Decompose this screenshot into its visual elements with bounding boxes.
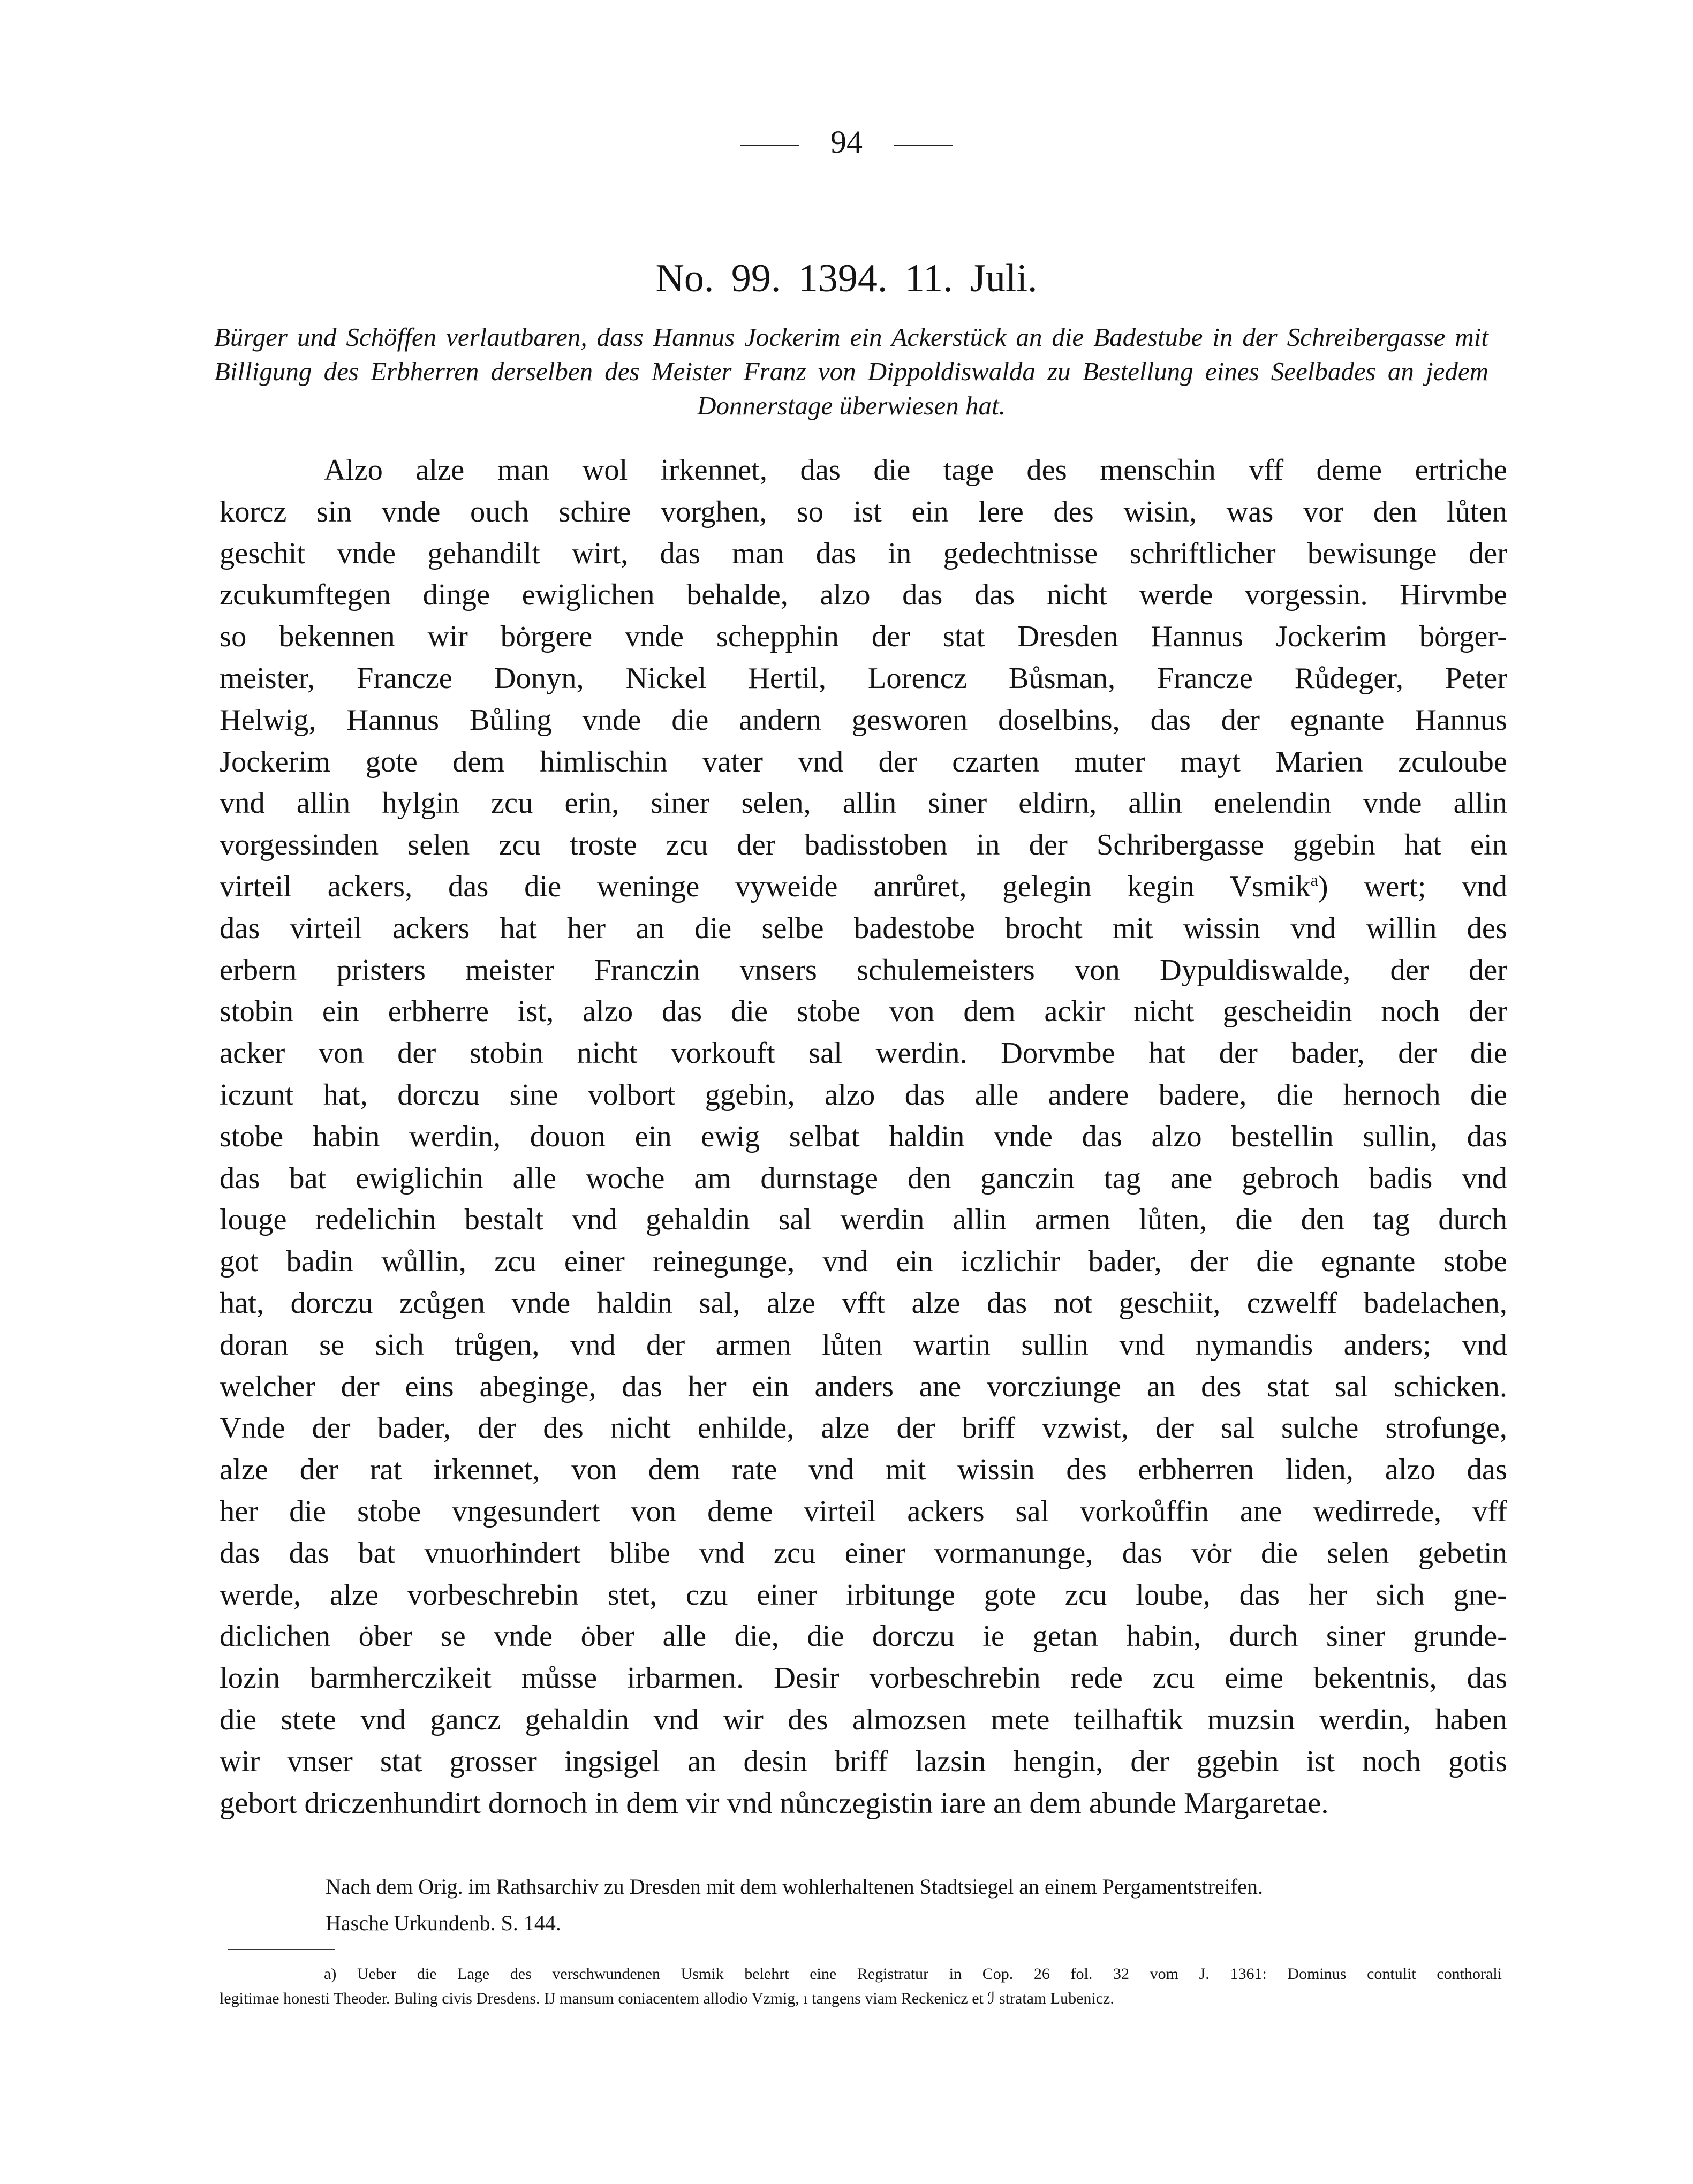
body-line-tail: ) wert; vnd bbox=[1318, 870, 1508, 903]
body-line: diclichen ȯber se vnde ȯber alle die, die dorczu ie getan habin, durch siner grunde- bbox=[220, 1620, 1507, 1653]
body-line: vorgessinden selen zcu troste zcu der badisstoben in der Schribergasse ggebin hat ein bbox=[220, 828, 1507, 862]
left-rule bbox=[740, 145, 799, 146]
page-number: 94 bbox=[830, 124, 863, 160]
body-line: erbern pristers meister Franczin vnsers schulemeisters von Dypuldiswalde, der der bbox=[220, 953, 1507, 987]
body-line: meister, Francze Donyn, Nickel Hertil, Lorencz Bůsman, Francze Růdeger, Peter bbox=[220, 661, 1507, 695]
body-line: Vnde der bader, der des nicht enhilde, alze der briff vzwist, der sal sulche strofunge, bbox=[220, 1411, 1507, 1445]
body-line: Helwig, Hannus Bůling vnde die andern gesworen doselbins, das der egnante Hannus bbox=[220, 703, 1507, 737]
body-line: alze der rat irkennet, von dem rate vnd mit wissin des erbherren liden, alzo das bbox=[220, 1453, 1507, 1487]
body-line: Alzo alze man wol irkennet, das die tage des menschin vff deme ertriche bbox=[324, 454, 1507, 487]
footnote-line: a) Ueber die Lage des verschwundenen Usmik belehrt eine Registratur in Cop. 26 fol. 32 vom J. 1361: Dominus contulit conthorali bbox=[324, 1965, 1502, 1983]
body-line: das virteil ackers hat her an die selbe badestobe brocht mit wissin vnd willin des bbox=[220, 911, 1507, 945]
page-header bbox=[0, 120, 1693, 163]
body-line: stobin ein erbherre ist, alzo das die stobe von dem ackir nicht gescheidin noch der bbox=[220, 995, 1507, 1029]
body-line: got badin wůllin, zcu einer reinegunge, vnd ein iczlichir bader, der die egnante stobe bbox=[220, 1245, 1507, 1279]
body-line: wir vnser stat grosser ingsigel an desin briff lazsin hengin, der ggebin ist noch gotis bbox=[220, 1744, 1507, 1778]
body-line: die stete vnd gancz gehaldin vnd wir des almozsen mete teilhaftik muzsin werdin, haben bbox=[220, 1703, 1507, 1736]
body-line: Jockerim gote dem himlischin vater vnd der czarten muter mayt Marien zculoube bbox=[220, 745, 1507, 779]
footnote-reference[interactable]: a bbox=[1310, 870, 1318, 890]
document-body bbox=[220, 450, 1507, 1824]
source-note-line: Hasche Urkundenb. S. 144. bbox=[326, 1911, 561, 1935]
body-line: gebort driczenhundirt dornoch in dem vir vnd nůnczegistin iare an dem abunde Margaretae. bbox=[220, 1786, 1329, 1820]
body-line: her die stobe vngesundert von deme virteil ackers sal vorkoůffin ane wedirrede, vff bbox=[220, 1494, 1507, 1528]
right-rule bbox=[894, 145, 953, 146]
footnote bbox=[220, 1962, 1502, 2011]
document-heading: No. 99. 1394. 11. Juli. bbox=[655, 256, 1038, 300]
source-note-line: Nach dem Orig. im Rathsarchiv zu Dresden mit dem wohlerhaltenen Stadtsiegel an einem Pergamentstreifen. bbox=[326, 1875, 1263, 1899]
document-summary: Bürger und Schöffen verlautbaren, dass Hannus Jockerim ein Ackerstück an die Badestube in der Schreibergasse mit Billigung des Erbherren derselben des Meister Franz von Dippoldiswalda zu Bestellung eines Seelbades an jedem Donnerstage überwiesen hat. bbox=[214, 322, 1488, 420]
footnote-line: legitimae honesti Theoder. Buling civis Dresdens. IJ mansum coniacentem allodio Vzmig, ı tangens viam Reckenicz et ℐ stratam Lubenicz. bbox=[220, 1990, 1114, 2007]
body-line: hat, dorczu zcůgen vnde haldin sal, alze vfft alze das not geschiit, czwelff badelachen, bbox=[220, 1286, 1507, 1320]
body-line: werde, alze vorbeschrebin stet, czu einer irbitunge gote zcu loube, das her sich gne- bbox=[220, 1578, 1507, 1612]
body-line: louge redelichin bestalt vnd gehaldin sal werdin allin armen lůten, die den tag durch bbox=[220, 1203, 1507, 1237]
body-line: geschit vnde gehandilt wirt, das man das in gedechtnisse schriftlicher bewisunge der bbox=[220, 536, 1507, 570]
body-line: doran se sich trůgen, vnd der armen lůten wartin sullin vnd nymandis anders; vnd bbox=[220, 1328, 1507, 1362]
body-line-with-footnote-ref bbox=[220, 866, 1507, 908]
body-line: das bat ewiglichin alle woche am durnstage den ganczin tag ane gebroch badis vnd bbox=[220, 1161, 1507, 1195]
body-line: iczunt hat, dorczu sine volbort ggebin, alzo das alle andere badere, die hernoch die bbox=[220, 1078, 1507, 1112]
body-line: lozin barmherczikeit můsse irbarmen. Desir vorbeschrebin rede zcu eime bekentnis, das bbox=[220, 1661, 1507, 1695]
body-line: vnd allin hylgin zcu erin, siner selen, allin siner eldirn, allin enelendin vnde allin bbox=[220, 787, 1507, 820]
body-line: welcher der eins abeginge, das her ein anders ane vorcziunge an des stat sal schicken. bbox=[220, 1370, 1507, 1403]
body-line-text: virteil ackers, das die weninge vyweide anrůret, gelegin kegin Vsmik bbox=[220, 870, 1311, 903]
body-line: so bekennen wir bȯrgere vnde schepphin der stat Dresden Hannus Jockerim bȯrger- bbox=[220, 620, 1507, 654]
body-line: stobe habin werdin, douon ein ewig selbat haldin vnde das alzo bestellin sullin, das bbox=[220, 1120, 1507, 1153]
source-note bbox=[326, 1869, 1503, 1941]
body-line: das das bat vnuorhindert blibe vnd zcu einer vormanunge, das vȯr die selen gebetin bbox=[220, 1536, 1507, 1570]
body-line: zcukumftegen dinge ewiglichen behalde, alzo das das nicht werde vorgessin. Hirvmbe bbox=[220, 578, 1507, 612]
body-line: korcz sin vnde ouch schire vorghen, so ist ein lere des wisin, was vor den lůten bbox=[220, 495, 1507, 528]
body-line: acker von der stobin nicht vorkouft sal werdin. Dorvmbe hat der bader, der die bbox=[220, 1037, 1507, 1070]
footnote-divider bbox=[228, 1949, 335, 1950]
